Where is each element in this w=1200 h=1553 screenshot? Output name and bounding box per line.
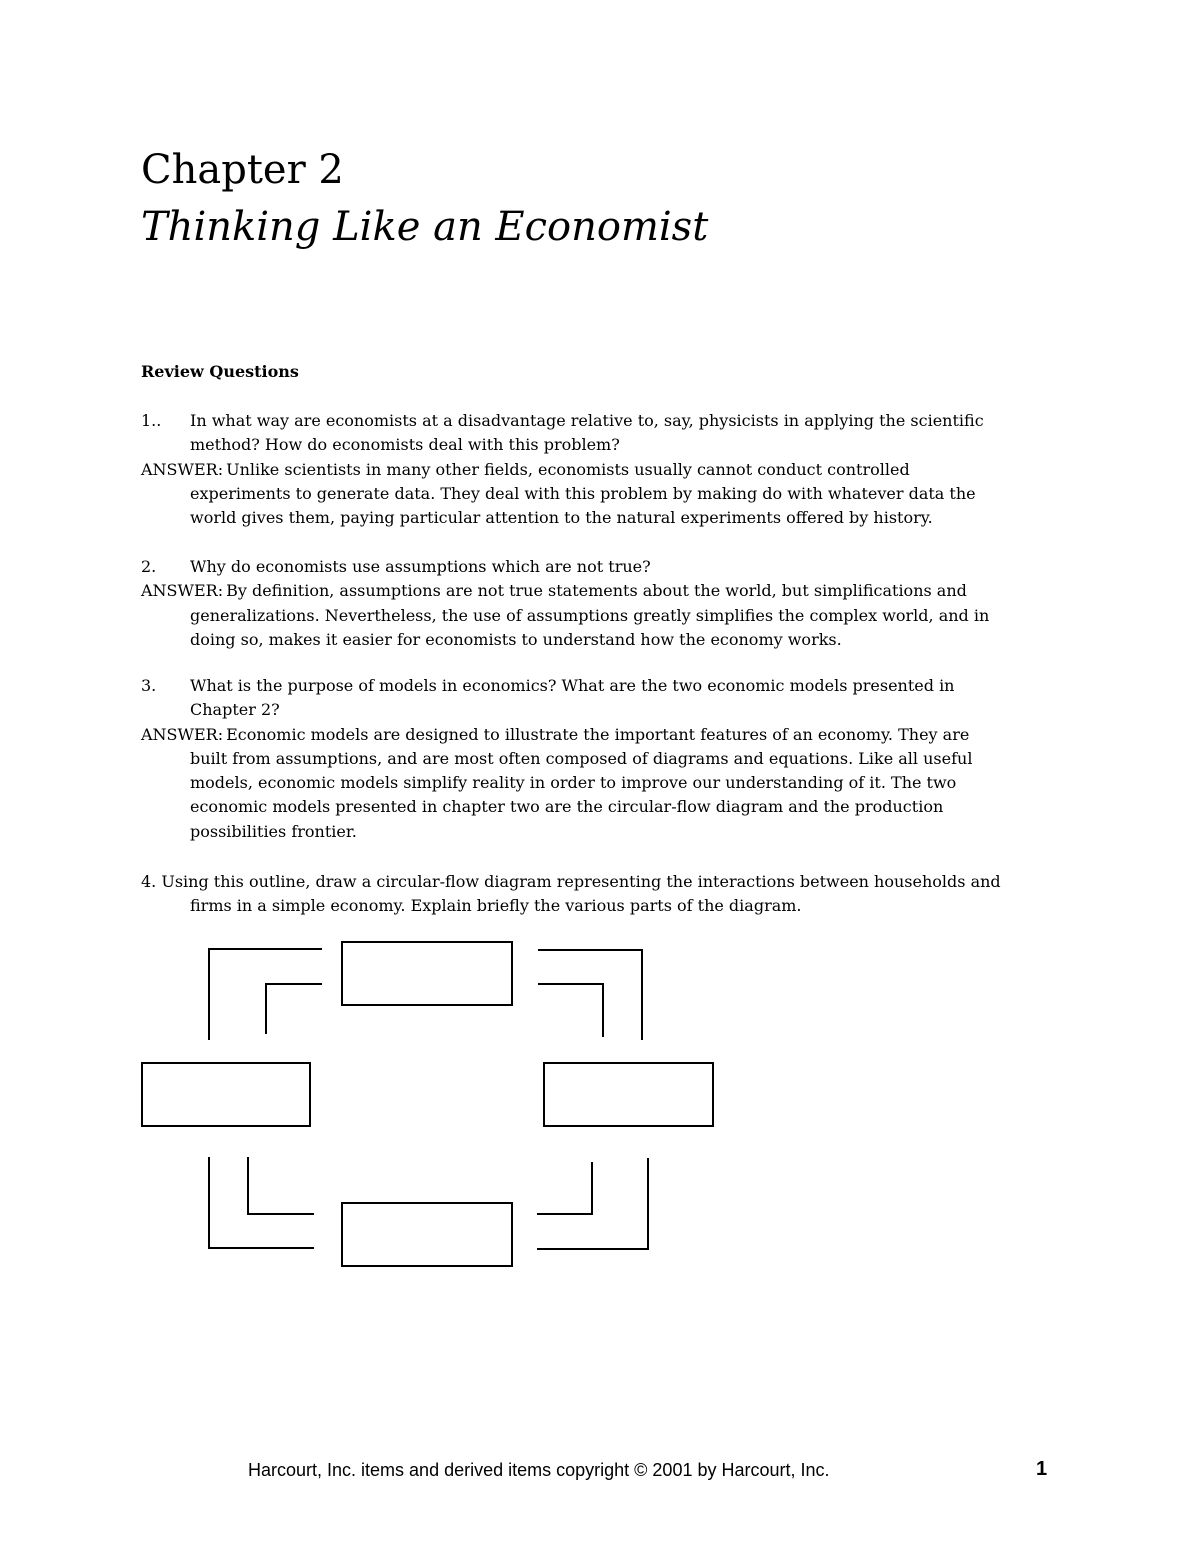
answer-text: built from assumptions, and are most often composed of diagrams and equations. Like all useful xyxy=(190,748,973,768)
question-text: What is the purpose of models in economics? What are the two economic models presented in xyxy=(190,676,955,695)
answer-text: economic models presented in chapter two are the circular-flow diagram and the production xyxy=(190,797,944,817)
answer-label: ANSWER: xyxy=(141,459,224,479)
answer-text: models, economic models simplify reality in order to improve our understanding of it. The two xyxy=(190,773,957,793)
question-number: 3. xyxy=(141,676,157,695)
answer-text: Economic models are designed to illustrate the important features of an economy. They are xyxy=(226,724,970,744)
outer-flow-top-right xyxy=(538,950,642,1040)
answer-text: generalizations. Nevertheless, the use of assumptions greatly simplifies the complex world, and in xyxy=(190,605,990,625)
question-number: 1.. xyxy=(141,411,162,430)
footer-copyright: Harcourt, Inc. items and derived items copyright © 2001 by Harcourt, Inc. xyxy=(248,1460,830,1480)
inner-flow-top-right xyxy=(538,984,603,1037)
answer-label: ANSWER: xyxy=(141,724,224,744)
top-box xyxy=(342,942,512,1005)
right-box xyxy=(544,1063,713,1126)
outer-flow-bottom-left xyxy=(209,1157,314,1248)
question-number: 2. xyxy=(141,557,157,576)
answer-text: possibilities frontier. xyxy=(190,821,357,841)
question-text: 4. Using this outline, draw a circular-flow diagram representing the interactions between households and xyxy=(141,872,1001,891)
page-number: 1 xyxy=(1036,1458,1048,1480)
answer-text: world gives them, paying particular attention to the natural experiments offered by history. xyxy=(190,508,933,528)
question-text: In what way are economists at a disadvantage relative to, say, physicists in applying the scientific xyxy=(190,411,984,430)
inner-flow-top-left xyxy=(266,984,322,1034)
question-text: Chapter 2? xyxy=(190,700,280,720)
section-heading: Review Questions xyxy=(141,362,299,381)
answer-label: ANSWER: xyxy=(141,581,224,601)
answer-text: By definition, assumptions are not true statements about the world, but simplifications and xyxy=(226,581,967,601)
bottom-box xyxy=(342,1203,512,1266)
inner-flow-bottom-right xyxy=(537,1162,592,1214)
inner-flow-bottom-left xyxy=(248,1157,314,1214)
answer-text: experiments to generate data. They deal with this problem by making do with whatever data the xyxy=(190,483,976,503)
question-text: method? How do economists deal with this problem? xyxy=(190,435,620,455)
chapter-number: Chapter 2 xyxy=(141,147,344,193)
left-box xyxy=(142,1063,310,1126)
answer-text: doing so, makes it easier for economists to understand how the economy works. xyxy=(190,629,842,649)
answer-text: Unlike scientists in many other fields, economists usually cannot conduct controlled xyxy=(226,459,910,479)
question-text: firms in a simple economy. Explain briefly the various parts of the diagram. xyxy=(190,896,802,916)
chapter-title: Thinking Like an Economist xyxy=(141,204,709,250)
question-text: Why do economists use assumptions which are not true? xyxy=(190,557,651,576)
